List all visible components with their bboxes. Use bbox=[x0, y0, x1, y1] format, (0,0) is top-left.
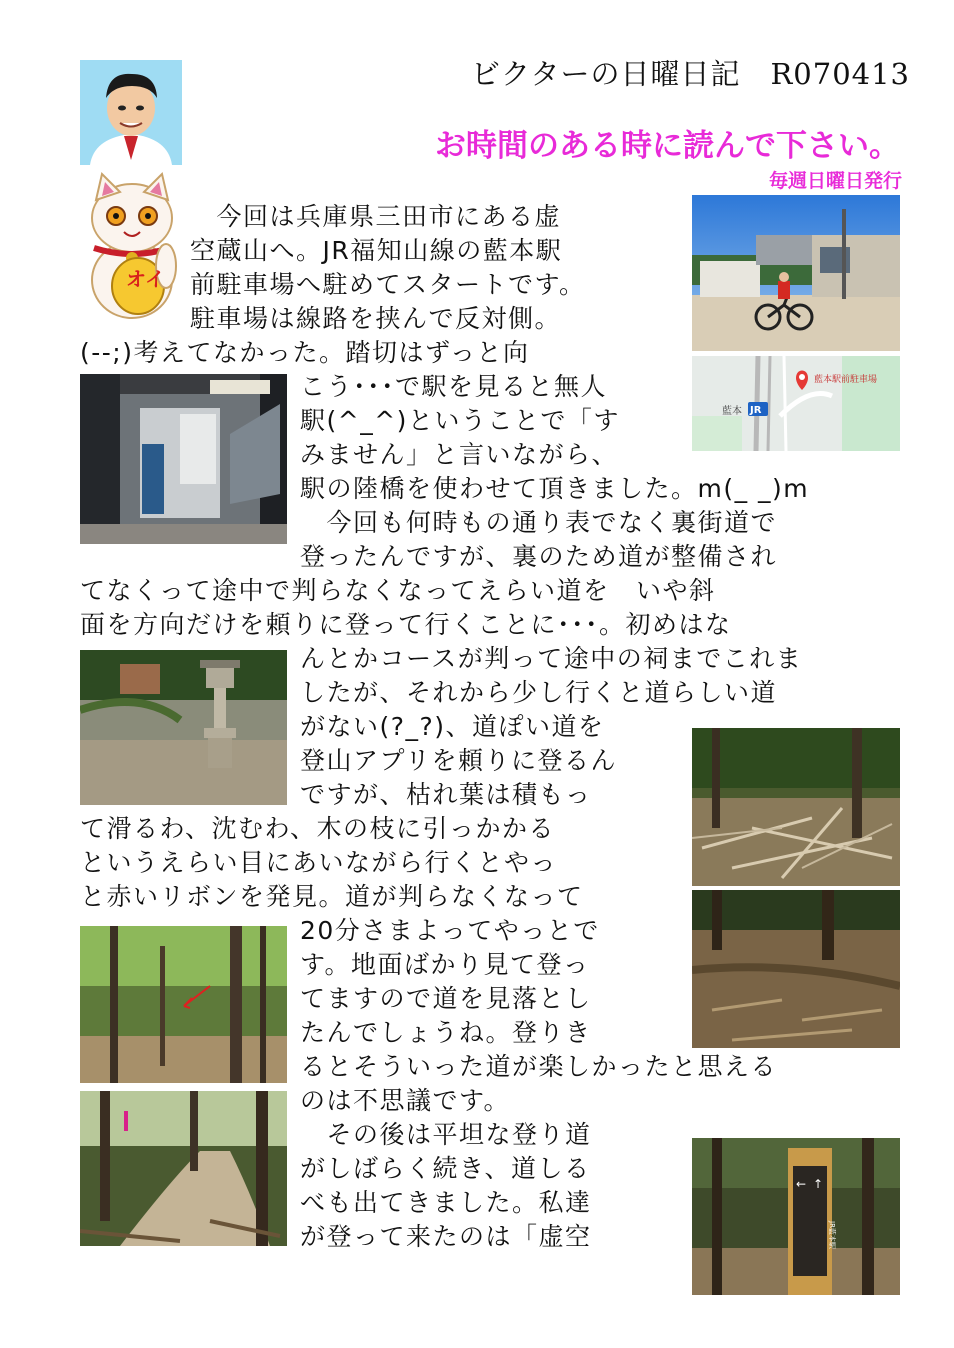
body-line: 登ったんですが、裏のため道が整備され bbox=[300, 542, 778, 571]
body-line: 登山アプリを頼りに登るん bbox=[300, 746, 618, 775]
body-line: るとそういった道が楽しかったと思える bbox=[300, 1052, 778, 1081]
body-line: と赤いリボンを発見。道が判らなくなって bbox=[80, 882, 584, 911]
sign-text: JR藍本駅 bbox=[828, 1221, 836, 1249]
body-line: 駅の陸橋を使わせて頂きました。m(_ _)m bbox=[300, 474, 810, 503]
body-line: 前駐車場へ駐めてスタートです。 bbox=[190, 270, 586, 299]
body-line: その後は平坦な登り道 bbox=[300, 1120, 592, 1149]
body-line: したが、それから少し行くと道らしい道 bbox=[300, 678, 778, 707]
body-line: 駐車場は線路を挟んで反対側。 bbox=[190, 304, 562, 333]
lucky-cat-mascot bbox=[80, 170, 185, 320]
body-line: というえらい目にあいながら行くとやっ bbox=[80, 848, 558, 877]
forest-path-photo bbox=[80, 1091, 287, 1246]
ribbon-forest-photo bbox=[80, 926, 287, 1083]
issue-note: 毎週日曜日発行 bbox=[768, 170, 902, 192]
forest-slope-photo bbox=[692, 728, 900, 886]
portrait-image bbox=[80, 60, 182, 165]
map-station-label: 藍本 bbox=[722, 406, 742, 417]
body-line: みません」と言いながら、 bbox=[300, 440, 619, 469]
body-line: 今回は兵庫県三田市にある虚 bbox=[190, 202, 562, 231]
body-line: 駅(^_^)ということで「す bbox=[300, 406, 620, 435]
body-line: たんでしょうね。登りき bbox=[300, 1018, 592, 1047]
map-jr-logo: JR bbox=[750, 405, 762, 416]
body-line: こう･･･で駅を見ると無人 bbox=[300, 372, 608, 401]
body-line: んとかコースが判って途中の祠までこれま bbox=[300, 644, 803, 673]
body-line: べも出てきました。私達 bbox=[300, 1188, 592, 1217]
svg-text:←: ← bbox=[796, 1177, 807, 1191]
body-line: (--;)考えてなかった。踏切はずっと向 bbox=[80, 338, 530, 367]
body-line: す。地面ばかり見て登っ bbox=[300, 950, 590, 979]
tagline: お時間のある時に読んで下さい。 bbox=[435, 128, 900, 164]
leaf-litter-photo bbox=[692, 890, 900, 1048]
body-line: のは不思議です。 bbox=[300, 1086, 511, 1115]
map-thumbnail bbox=[692, 356, 900, 451]
body-line: 面を方向だけを頼りに登って行くことに･･･。初めはな bbox=[80, 610, 732, 639]
body-line: 20分さまよってやっとで bbox=[300, 916, 600, 945]
newsletter-title: ビクターの日曜日記 R070413 bbox=[471, 57, 910, 91]
body-line: てなくって途中で判らなくなってえらい道を いや斜 bbox=[80, 576, 716, 605]
mascot-text: オイ bbox=[126, 267, 165, 291]
station-interior-photo bbox=[80, 374, 287, 544]
body-line: て滑るわ、沈むわ、木の枝に引っかかる bbox=[80, 814, 556, 843]
body-line: ですが、枯れ葉は積もっ bbox=[300, 780, 592, 809]
svg-text:↑: ↑ bbox=[813, 1177, 824, 1191]
body-line: てますので道を見落とし bbox=[300, 984, 592, 1013]
body-line: がない(?_?)、道ぽい道を bbox=[300, 712, 605, 741]
shrine-photo bbox=[80, 650, 287, 805]
body-line: 空蔵山へ。JR福知山線の藍本駅 bbox=[190, 236, 563, 265]
body-line: がしばらく続き、道しる bbox=[300, 1154, 591, 1183]
map-label: 藍本駅前駐車場 bbox=[814, 375, 878, 385]
body-line: 今回も何時もの通り表でなく裏街道で bbox=[300, 508, 778, 537]
trail-signpost-photo bbox=[692, 1138, 900, 1295]
body-line: が登って来たのは「虚空 bbox=[300, 1222, 592, 1251]
station-bicycle-photo bbox=[692, 195, 900, 351]
